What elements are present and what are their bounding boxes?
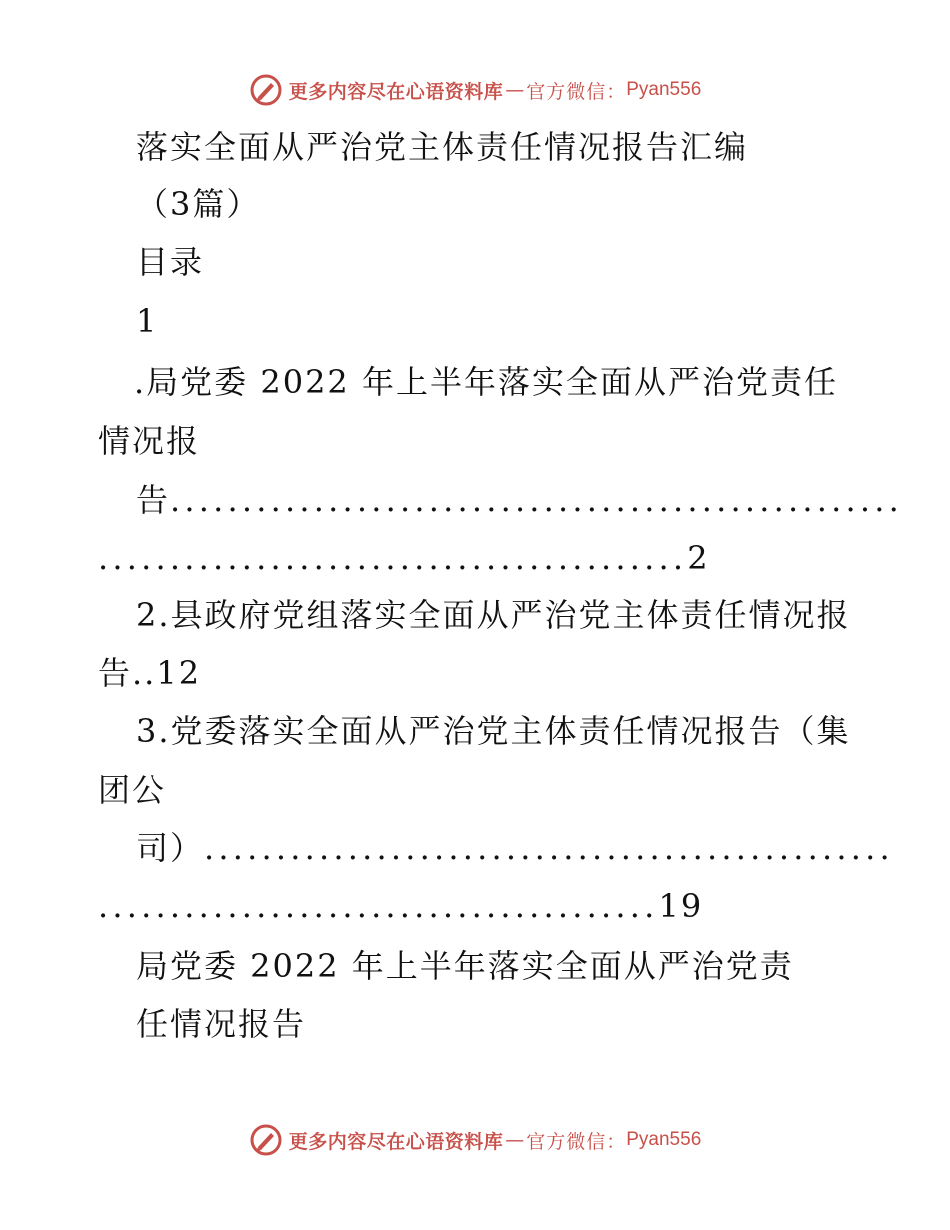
toc-entry-3-line4 <box>98 886 703 926</box>
section-title-line1: 局党委 2022 年上半年落实全面从严治党责 <box>136 947 794 985</box>
watermark-banner-top <box>0 70 950 110</box>
toc-entry-3-leader-cont: ....................................... <box>98 887 659 925</box>
document-title-line2: （3篇） <box>136 185 261 223</box>
toc-entry-1-leader-cont: ......................................... <box>98 539 688 577</box>
watermark-brand: 更多内容尽在心语资料库 <box>288 80 504 103</box>
toc-entry-1-line1: .局党委 2022 年上半年落实全面从严治党责任 <box>134 363 838 401</box>
toc-entry-1-number: 1 <box>136 302 159 340</box>
toc-entry-2-line1: 2.县政府党组落实全面从严治党主体责任情况报 <box>136 596 851 634</box>
watermark-account: Pyan556 <box>626 79 702 100</box>
watermark-banner-bottom <box>0 1120 950 1160</box>
toc-entry-3-page: 19 <box>658 887 704 925</box>
pen-logo-icon <box>249 73 283 107</box>
toc-entry-3-line2: 团公 <box>98 771 167 809</box>
toc-entry-3-text: 司） <box>136 829 205 867</box>
watermark-wechat-label: 官方微信： <box>526 1130 627 1153</box>
toc-entry-1-line3 <box>136 480 903 520</box>
pen-logo-icon <box>249 1123 283 1157</box>
watermark-separator: — <box>505 1129 525 1151</box>
toc-entry-2-line2 <box>98 653 201 693</box>
watermark-separator: — <box>505 79 525 101</box>
toc-entry-2-text: 告.. <box>98 654 157 692</box>
toc-entry-1-leader: ................................................... <box>170 481 903 519</box>
toc-entry-3-line3 <box>136 828 894 868</box>
toc-entry-3-leader: ................................................ <box>204 829 894 867</box>
toc-entry-2-page: 12 <box>156 654 202 692</box>
toc-heading: 目录 <box>136 243 205 281</box>
toc-entry-1-line2: 情况报 <box>98 422 201 460</box>
toc-entry-1-text: 告 <box>136 481 171 519</box>
watermark-wechat-label: 官方微信： <box>526 80 627 103</box>
document-title-line1: 落实全面从严治党主体责任情况报告汇编 <box>136 128 749 166</box>
toc-entry-3-line1: 3.党委落实全面从严治党主体责任情况报告（集 <box>136 712 851 750</box>
watermark-brand: 更多内容尽在心语资料库 <box>288 1130 504 1153</box>
toc-entry-1-page: 2 <box>687 539 710 577</box>
section-title-line2: 任情况报告 <box>136 1005 307 1043</box>
toc-entry-1-line4 <box>98 538 710 578</box>
watermark-account: Pyan556 <box>626 1129 702 1150</box>
